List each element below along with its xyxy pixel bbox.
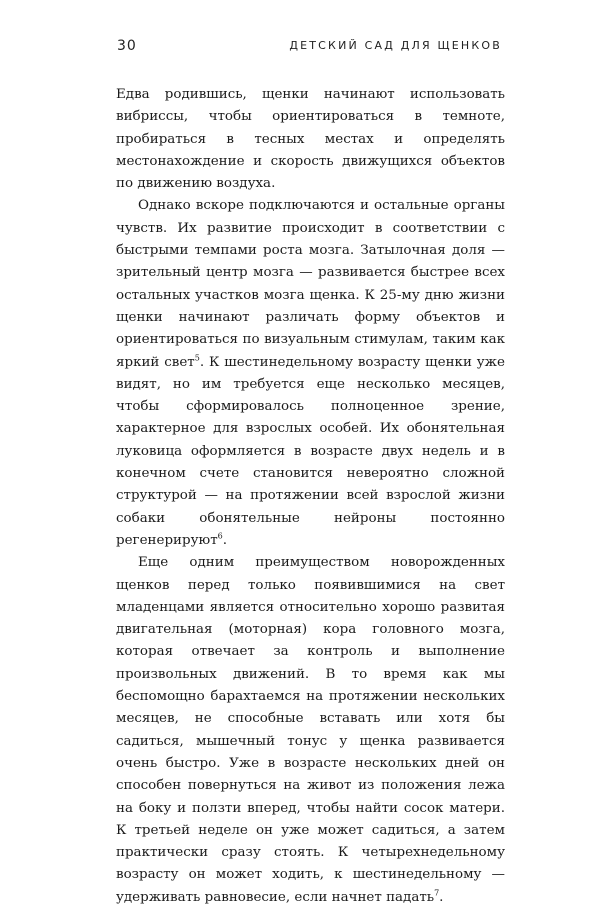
paragraph-2-text-c: . xyxy=(222,532,228,548)
paragraph-3 xyxy=(116,552,505,909)
body-text xyxy=(116,84,505,909)
paragraph-1-text: Едва родившись, щенки начинают использовать вибриссы, чтобы ориентироваться в темноте, пробираться в тесных местах и определять местонахождение и скорость движущихся объектов по движению воздуха. xyxy=(116,87,505,192)
paragraph-3-text-a: Еще одним преимуществом новорожденных щенков перед только появившимися на свет младенцами является относительно хорошо развитая двигательная (моторная) кора головного мозга, которая отвечает за контроль и выполнение произвольных движений. В то время как мы беспомощно барахтаемся на протяжении нескольких месяцев, не способные вставать или хотя бы садиться, мышечный тонус у щенка развивается очень быстро. Уже в возрасте нескольких дней он способен повернуться на живот из положения лежа на боку и ползти вперед, чтобы найти сосок матери. К третьей неделе он уже может садиться, а затем практически сразу стоять. К четырехнедельному возрасту он может ходить, к шестинедельному — удерживать равновесие, если начнет падать xyxy=(116,555,505,905)
footnote-ref-7[interactable]: 7 xyxy=(434,888,440,898)
paragraph-2-text-b: . К шестинедельному возрасту щенки уже видят, но им требуется еще несколько месяцев, чтобы сформировалось полноценное зрение, характерное для взрослых особей. Их обонятельная луковица оформляется в возрасте двух недель и в конечном счете становится невероятно сложной структурой — на протяжении всей взрослой жизни собаки обонятельные нейроны постоянно регенерируют xyxy=(116,354,505,548)
page-header xyxy=(117,38,502,58)
page-number: 30 xyxy=(117,38,137,54)
footnote-ref-6[interactable]: 6 xyxy=(217,531,223,541)
running-title: ДЕТСКИЙ САД ДЛЯ ЩЕНКОВ xyxy=(289,39,502,52)
paragraph-2 xyxy=(116,195,505,552)
paragraph-1 xyxy=(116,84,505,195)
paragraph-2-text-a: Однако вскоре подключаются и остальные органы чувств. Их развитие происходит в соответствии с быстрыми темпами роста мозга. Затылочная доля — зрительный центр мозга — развивается быстрее всех остальных участков мозга щенка. К 25-му дню жизни щенки начинают различать форму объектов и ориентироваться по визуальным стимулам, таким как яркий свет xyxy=(116,198,505,370)
paragraph-3-text-b: . xyxy=(439,889,444,905)
footnote-ref-5[interactable]: 5 xyxy=(194,353,200,363)
